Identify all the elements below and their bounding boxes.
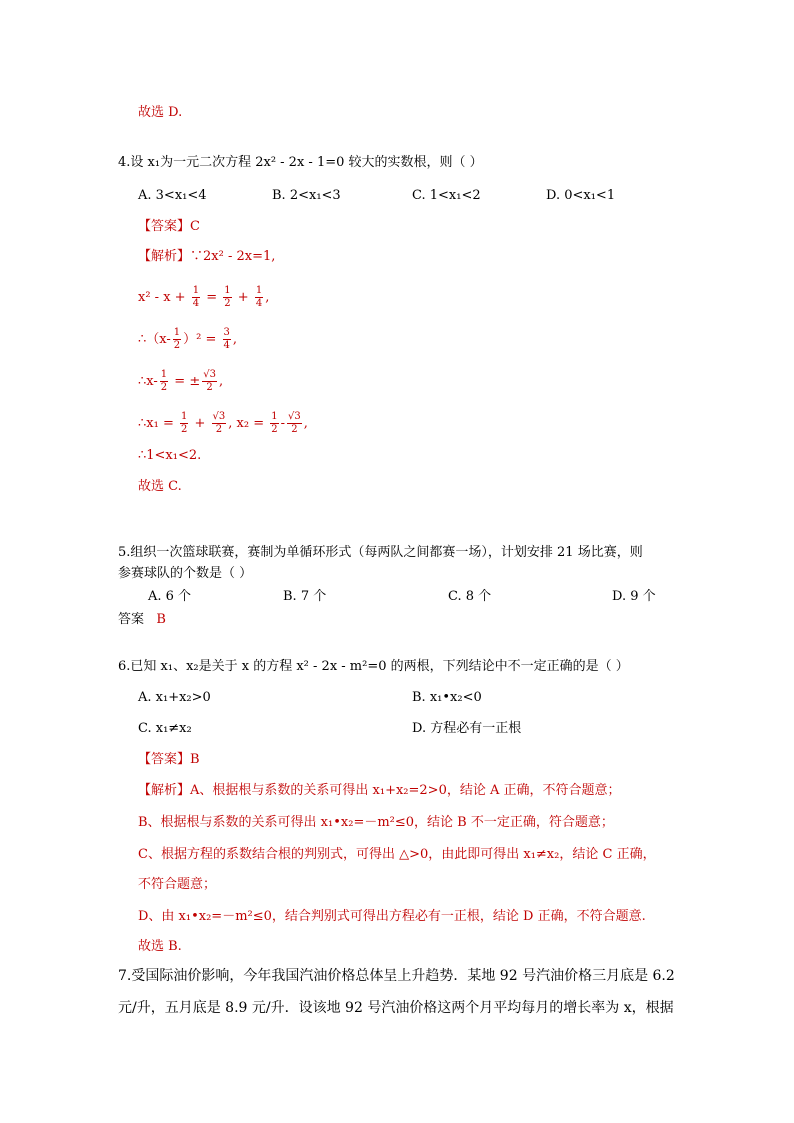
- q5-option-b: B. 7 个: [283, 589, 327, 604]
- q6-option-c: C. x₁≠x₂: [138, 721, 192, 736]
- fraction: $\frac{1}{2}$: [160, 369, 168, 393]
- step-text: ∴x-: [138, 374, 158, 389]
- analysis-label: 【解析】: [138, 249, 191, 264]
- q4-analysis-step2: x² - x + $\frac{1}{4}$ = $\frac{1}{2}$ + $\frac{1}{4}$ ,: [138, 285, 270, 309]
- q5-option-a: A. 6 个: [148, 589, 192, 604]
- q6-analysis-a: [138, 782, 621, 800]
- q5-option-d: D. 9 个: [612, 589, 656, 604]
- q7-line1: 7.受国际油价影响，今年我国汽油价格总体呈上升趋势．某地 92 号汽油价格三月底是 6.2: [118, 968, 675, 984]
- q4-analysis-step3: ∴（x- $\frac{1}{2}$ ）² = $\frac{3}{4}$ ,: [138, 327, 238, 351]
- q4-option-c: C. 1<x₁<2: [412, 188, 481, 203]
- q6-option-d: D. 方程必有一正根: [412, 721, 522, 736]
- answer-label: 【答案】: [138, 752, 191, 767]
- fraction: $\frac{√3}{2}$: [288, 411, 301, 435]
- q4-analysis-step6: ∴1<x₁<2.: [138, 448, 202, 463]
- q5-answer-line: [118, 611, 166, 629]
- q4-analysis-step5: ∴x₁ = $\frac{1}{2}$ + $\frac{√3}{2}$ , x₂ = $\frac{1}{2}$ - $\frac{√3}{2}$ ,: [138, 411, 308, 435]
- analysis-text: A、根据根与系数的关系可得出 x₁+x₂=2>0，结论 A 正确，不符合题意；: [190, 783, 621, 798]
- q4-analysis-step4: ∴x- $\frac{1}{2}$ = ± $\frac{√3}{2}$ ,: [138, 369, 224, 393]
- q4-option-b: B. 2<x₁<3: [272, 188, 341, 203]
- answer-value: B: [156, 612, 166, 627]
- q5-option-c: C. 8 个: [448, 589, 492, 604]
- q6-analysis-c1: C、根据方程的系数结合根的判别式，可得出 △>0，由此即可得出 x₁≠x₂，结论 C 正确，: [138, 847, 656, 862]
- answer-label: 【答案】: [138, 219, 191, 234]
- fraction: $\frac{√3}{2}$: [203, 369, 216, 393]
- q6-answer-line: [138, 751, 200, 769]
- answer-value: B: [190, 752, 200, 767]
- fraction: $\frac{1}{4}$: [255, 285, 263, 309]
- q6-stem: 6.已知 x₁、x₂是关于 x 的方程 x² - 2x - m²=0 的两根，下列结论中不一定正确的是（ ）: [118, 659, 629, 674]
- answer-value: C: [190, 219, 200, 234]
- q6-option-b: B. x₁•x₂<0: [412, 690, 482, 705]
- q3-conclusion: 故选 D.: [138, 105, 183, 120]
- step-text: ∴（x-: [138, 332, 171, 347]
- q6-option-a: A. x₁+x₂>0: [138, 690, 211, 705]
- analysis-label: 【解析】: [138, 783, 191, 798]
- q4-option-d: D. 0<x₁<1: [546, 188, 616, 203]
- fraction: $\frac{1}{2}$: [224, 285, 231, 309]
- equals: =: [206, 290, 218, 305]
- plus: +: [237, 290, 249, 305]
- q4-stem: 4.设 x₁为一元二次方程 2x² - 2x - 1=0 较大的实数根，则（ ）: [118, 155, 483, 170]
- q7-line2: 元/升，五月底是 8.9 元/升．设该地 92 号汽油价格这两个月平均每月的增长率为 x，根据: [118, 1000, 674, 1016]
- q5-stem-line2: 参赛球队的个数是（ ）: [118, 566, 253, 581]
- q4-conclusion: 故选 C.: [138, 479, 182, 494]
- q5-stem-line1: 5.组织一次篮球联赛，赛制为单循环形式（每两队之间都赛一场），计划安排 21 场比赛，则: [118, 545, 643, 560]
- fraction: $\frac{1}{4}$: [192, 285, 200, 309]
- fraction: $\frac{1}{2}$: [180, 411, 188, 435]
- q4-answer-line: [138, 218, 200, 236]
- step-text: ∵2x² - 2x=1,: [190, 249, 276, 264]
- fraction: $\frac{1}{2}$: [271, 411, 278, 435]
- fraction: $\frac{3}{4}$: [223, 327, 230, 351]
- fraction: $\frac{√3}{2}$: [212, 411, 226, 435]
- fraction: $\frac{1}{2}$: [173, 327, 181, 351]
- answer-label: 答案: [118, 612, 145, 627]
- q4-analysis-step1: [138, 248, 275, 266]
- step-text: x² - x +: [138, 290, 186, 305]
- q4-option-a: A. 3<x₁<4: [138, 188, 207, 203]
- q6-analysis-d: D、由 x₁•x₂=－m²≤0，结合判别式可得出方程必有一正根，结论 D 正确，不符合题意.: [138, 909, 646, 924]
- q6-conclusion: 故选 B.: [138, 939, 182, 954]
- step-text: ∴x₁ =: [138, 416, 174, 431]
- q6-analysis-b: B、根据根与系数的关系可得出 x₁•x₂=－m²≤0，结论 B 不一定正确，符合题意；: [138, 815, 614, 830]
- q6-analysis-c2: 不符合题意；: [138, 877, 217, 892]
